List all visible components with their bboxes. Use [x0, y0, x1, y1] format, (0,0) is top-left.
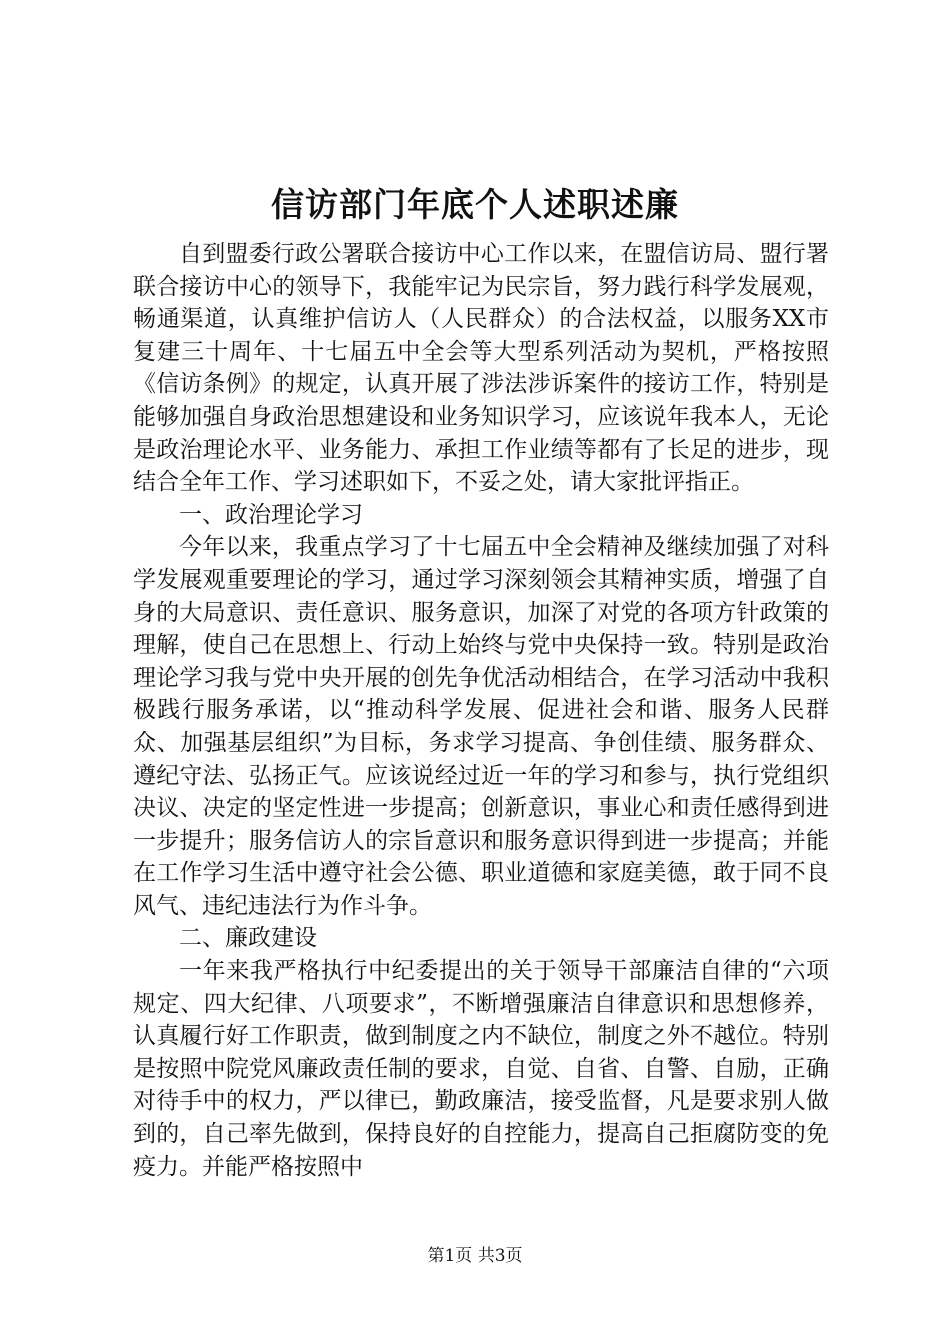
document-title: 信访部门年底个人述职述廉 [271, 185, 679, 224]
paragraph-political-study: 今年以来，我重点学习了十七届五中全会精神及继续加强了对科学发展观重要理论的学习，通过学习深刻领会其精神实质，增强了自身的大局意识、责任意识、服务意识，加深了对党的各项方针政策的理解，使自己在思想上、行动上始终与党中央保持一致。特别是政治理论学习我与党中央开展的创先争优活动相结合，在学习活动中我积极践行服务承诺，以“推动科学发展、促进社会和谐、服务人民群众、加强基层组织”为目标，务求学习提高、争创佳绩、服务群众、遵纪守法、弘扬正气。应该说经过近一年的学习和参与，执行党组织决议、决定的坚定性进一步提高；创新意识，事业心和责任感得到进一步提升；服务信访人的宗旨意识和服务意识得到进一步提高；并能在工作学习生活中遵守社会公德、职业道德和家庭美德，敢于同不良风气、违纪违法行为作斗争。 [133, 534, 829, 919]
paragraph-integrity: 一年来我严格执行中纪委提出的关于领导干部廉洁自律的“六项规定、四大纪律、八项要求”，不断增强廉洁自律意识和思想修养，认真履行好工作职责，做到制度之内不缺位，制度之外不越位。特别是按照中院党风廉政责任制的要求，自觉、自省、自警、自励，正确对待手中的权力，严以律已，勤政廉洁，接受监督，凡是要求别人做到的，自己率先做到，保持良好的自控能力，提高自己拒腐防变的免疫力。并能严格按照中 [133, 958, 829, 1180]
section-heading-political-study: 一、政治理论学习 [179, 501, 363, 528]
page-number-footer: 第1页 共3页 [427, 1246, 523, 1266]
paragraph-intro: 自到盟委行政公署联合接访中心工作以来，在盟信访局、盟行署联合接访中心的领导下，我能牢记为民宗旨，努力践行科学发展观，畅通渠道，认真维护信访人（人民群众）的合法权益，以服务XX市复建三十周年、十七届五中全会等大型系列活动为契机，严格按照《信访条例》的规定，认真开展了涉法涉诉案件的接访工作，特别是能够加强自身政治思想建设和业务知识学习，应该说年我本人，无论是政治理论水平、业务能力、承担工作业绩等都有了长足的进步，现结合全年工作、学习述职如下，不妥之处，请大家批评指正。 [133, 241, 829, 496]
section-heading-integrity: 二、廉政建设 [179, 925, 317, 952]
document-body [133, 238, 829, 1183]
